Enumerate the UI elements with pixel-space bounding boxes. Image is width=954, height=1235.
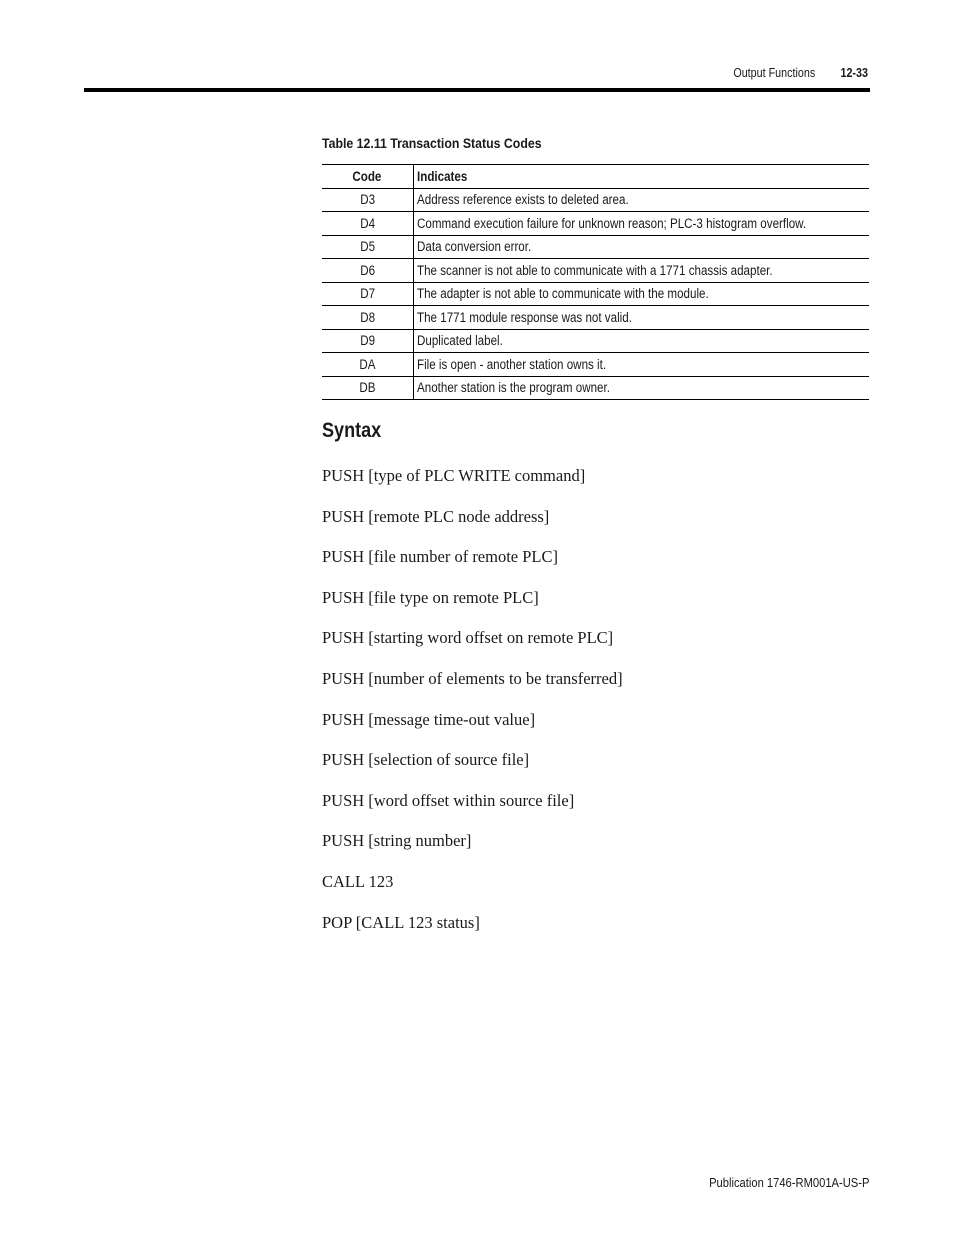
code-cell: D5 bbox=[322, 235, 413, 259]
indicates-cell: The scanner is not able to communicate with a 1771 chassis adapter. bbox=[413, 259, 869, 283]
syntax-line: PUSH [remote PLC node address] bbox=[322, 506, 550, 526]
indicates-cell: File is open - another station owns it. bbox=[413, 353, 869, 377]
syntax-line: PUSH [starting word offset on remote PLC] bbox=[322, 628, 614, 648]
syntax-line: CALL 123 bbox=[322, 871, 394, 891]
publication-footer: Publication 1746-RM001A-US-P bbox=[708, 1175, 869, 1190]
page-header bbox=[0, 66, 954, 86]
table-row bbox=[322, 188, 869, 212]
column-header-indicates: Indicates bbox=[413, 165, 869, 189]
syntax-line: PUSH [message time-out value] bbox=[322, 709, 536, 729]
table-header-row bbox=[322, 165, 869, 189]
code-cell: D4 bbox=[322, 212, 413, 236]
page-number: 12-33 bbox=[840, 66, 868, 80]
table-row bbox=[322, 212, 869, 236]
syntax-line: PUSH [word offset within source file] bbox=[322, 790, 575, 810]
code-cell: D7 bbox=[322, 282, 413, 306]
indicates-cell: The 1771 module response was not valid. bbox=[413, 306, 869, 330]
indicates-cell: The adapter is not able to communicate with the module. bbox=[413, 282, 869, 306]
code-cell: DA bbox=[322, 353, 413, 377]
syntax-list bbox=[322, 466, 623, 953]
table-row bbox=[322, 282, 869, 306]
code-cell: D8 bbox=[322, 306, 413, 330]
code-cell: DB bbox=[322, 376, 413, 400]
table-row bbox=[322, 259, 869, 283]
status-codes-table bbox=[322, 164, 869, 400]
syntax-line: PUSH [file number of remote PLC] bbox=[322, 547, 559, 567]
section-title: Output Functions bbox=[733, 66, 815, 80]
indicates-cell: Data conversion error. bbox=[413, 235, 869, 259]
syntax-heading: Syntax bbox=[322, 419, 382, 442]
table-row bbox=[322, 353, 869, 377]
syntax-line: PUSH [string number] bbox=[322, 831, 472, 851]
code-cell: D6 bbox=[322, 259, 413, 283]
indicates-cell: Command execution failure for unknown reason; PLC-3 histogram overflow. bbox=[413, 212, 869, 236]
table-caption: Table 12.11 Transaction Status Codes bbox=[322, 135, 542, 151]
syntax-line: POP [CALL 123 status] bbox=[322, 912, 480, 932]
table-row bbox=[322, 329, 869, 353]
table-row bbox=[322, 235, 869, 259]
table-row bbox=[322, 306, 869, 330]
indicates-cell: Another station is the program owner. bbox=[413, 376, 869, 400]
code-cell: D3 bbox=[322, 188, 413, 212]
column-header-code: Code bbox=[322, 165, 413, 189]
indicates-cell: Duplicated label. bbox=[413, 329, 869, 353]
header-rule bbox=[84, 88, 870, 92]
syntax-line: PUSH [selection of source file] bbox=[322, 750, 530, 770]
syntax-line: PUSH [type of PLC WRITE command] bbox=[322, 466, 586, 485]
syntax-line: PUSH [file type on remote PLC] bbox=[322, 587, 539, 607]
table-row bbox=[322, 376, 869, 400]
syntax-line: PUSH [number of elements to be transferred] bbox=[322, 668, 623, 688]
indicates-cell: Address reference exists to deleted area. bbox=[413, 188, 869, 212]
code-cell: D9 bbox=[322, 329, 413, 353]
